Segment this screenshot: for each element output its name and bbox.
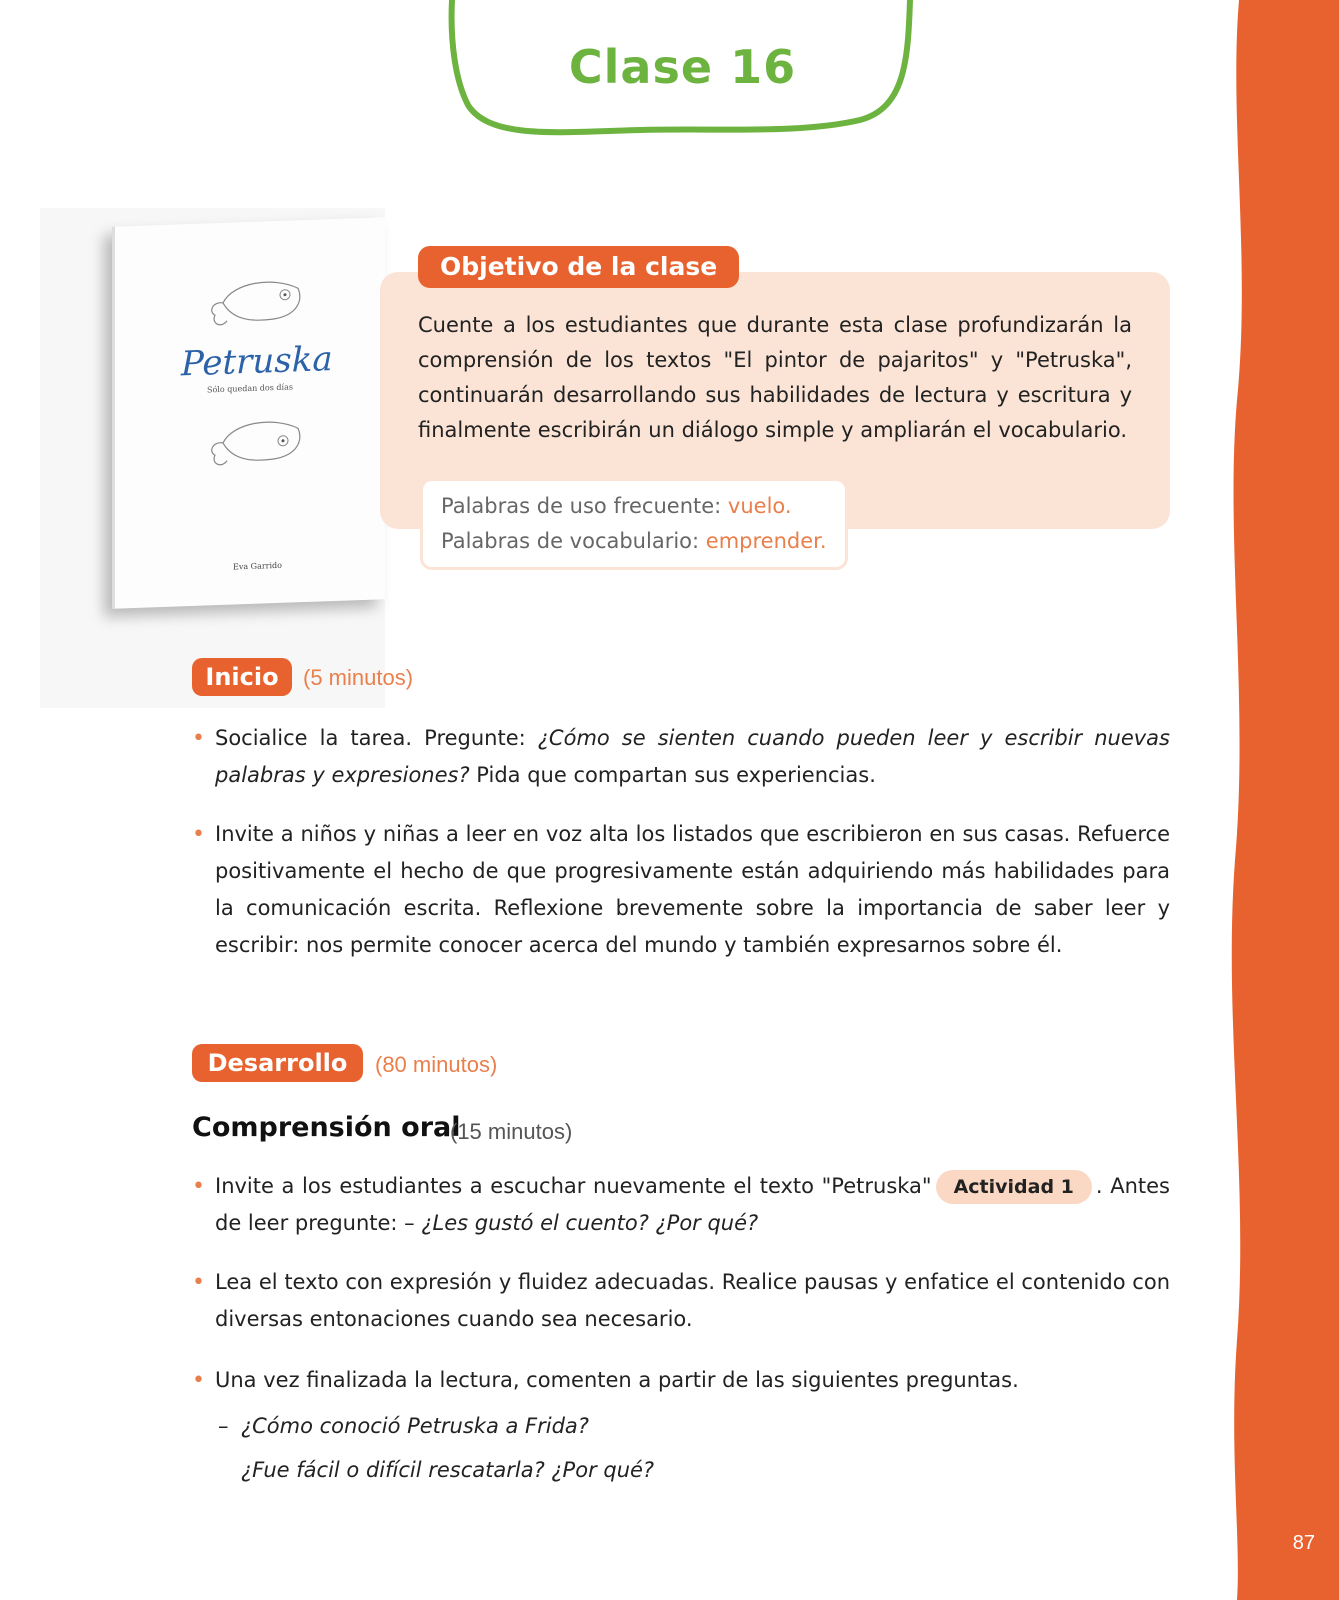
desarrollo-minutes: (80 minutos) [375, 1052, 498, 1077]
bullet-text: Una vez finalizada la lectura, comenten a partir de las siguientes preguntas. [215, 1368, 1019, 1392]
book-cover-image [112, 217, 385, 609]
bullet-question: ¿Les gustó el cuento? ¿Por qué? [421, 1211, 759, 1235]
objective-label: Objetivo de la clase [418, 246, 739, 288]
desarrollo-bullet-2 [192, 1264, 1170, 1338]
comprension-oral-heading: Comprensión oral [192, 1112, 461, 1143]
fish-drawing-icon [203, 270, 313, 344]
bullet-dot-icon: • [192, 822, 205, 847]
bullet-dot-icon: • [192, 1174, 205, 1199]
frequent-words-line [441, 489, 827, 524]
desarrollo-bullet-1 [192, 1168, 1170, 1242]
book-author: Eva Garrido [233, 560, 282, 572]
frequent-word: vuelo. [727, 494, 792, 518]
fish-drawing-icon [203, 410, 313, 484]
comprension-oral-minutes: (15 minutos) [450, 1119, 573, 1144]
bullet-text-end: Pida que compartan sus experiencias. [469, 763, 876, 787]
book-title: Petruska [181, 339, 333, 385]
bullet-text: Invite a los estudiantes a escuchar nuevamente el texto "Petruska" [215, 1174, 932, 1198]
bullet-dot-icon: • [192, 1368, 205, 1393]
vocabulary-word: emprender. [705, 529, 827, 553]
bullet-text: Lea el texto con expresión y fluidez adecuadas. Realice pausas y enfatice el contenido con diversas entonaciones cuando sea necesario. [215, 1270, 1170, 1331]
page-title: Clase 16 [568, 40, 797, 94]
desarrollo-label: Desarrollo [192, 1044, 363, 1082]
question-1: ¿Cómo conoció Petruska a Frida? [241, 1414, 589, 1438]
inicio-bullet-2 [192, 816, 1170, 964]
bullet-question: ¿Cómo se sienten cuando pueden leer y escribir nuevas palabras y expresiones? [215, 726, 1170, 787]
book-subtitle: Sólo quedan dos días [207, 382, 293, 395]
question-2: ¿Fue fácil o difícil rescatarla? ¿Por qué? [241, 1458, 655, 1482]
bullet-text: Invite a niños y niñas a leer en voz alta los listados que escribieron en sus casas. Refuerce positivamente el hecho de que progresivamente están adquiriendo más habilidades para la comunicación escrita. Reflexione brevemente sobre la importancia de saber leer y escribir: nos permite conocer acerca del mundo y también expresarnos sobre él. [215, 822, 1170, 957]
inicio-label: Inicio [192, 658, 292, 696]
vocabulary-words-label: Palabras de vocabulario: [441, 529, 706, 553]
bullet-text: Socialice la tarea. Pregunte: [215, 726, 538, 750]
inicio-minutes: (5 minutos) [303, 665, 414, 690]
decorative-side-band [1229, 0, 1339, 1600]
bullet-dot-icon: • [192, 1270, 205, 1295]
objective-text: Cuente a los estudiantes que durante esta clase profundizarán la comprensión de los textos "El pintor de pajaritos" y "Petruska", continuarán desarrollando sus habilidades de lectura y escritura y finalmente escribirán un diálogo simple y ampliarán el vocabulario. [418, 313, 1132, 442]
desarrollo-bullet-3 [192, 1362, 1170, 1399]
dash-marker: – [218, 1414, 229, 1438]
words-box [420, 478, 848, 570]
vocabulary-words-line [441, 524, 827, 559]
bullet-dot-icon: • [192, 726, 205, 751]
frequent-words-label: Palabras de uso frecuente: [441, 494, 728, 518]
inicio-bullet-1 [192, 720, 1170, 794]
page-number: 87 [1292, 1532, 1315, 1554]
activity-badge: Actividad 1 [936, 1170, 1092, 1204]
bullet-text-mid: . Antes de leer pregunte: – [215, 1174, 1170, 1235]
